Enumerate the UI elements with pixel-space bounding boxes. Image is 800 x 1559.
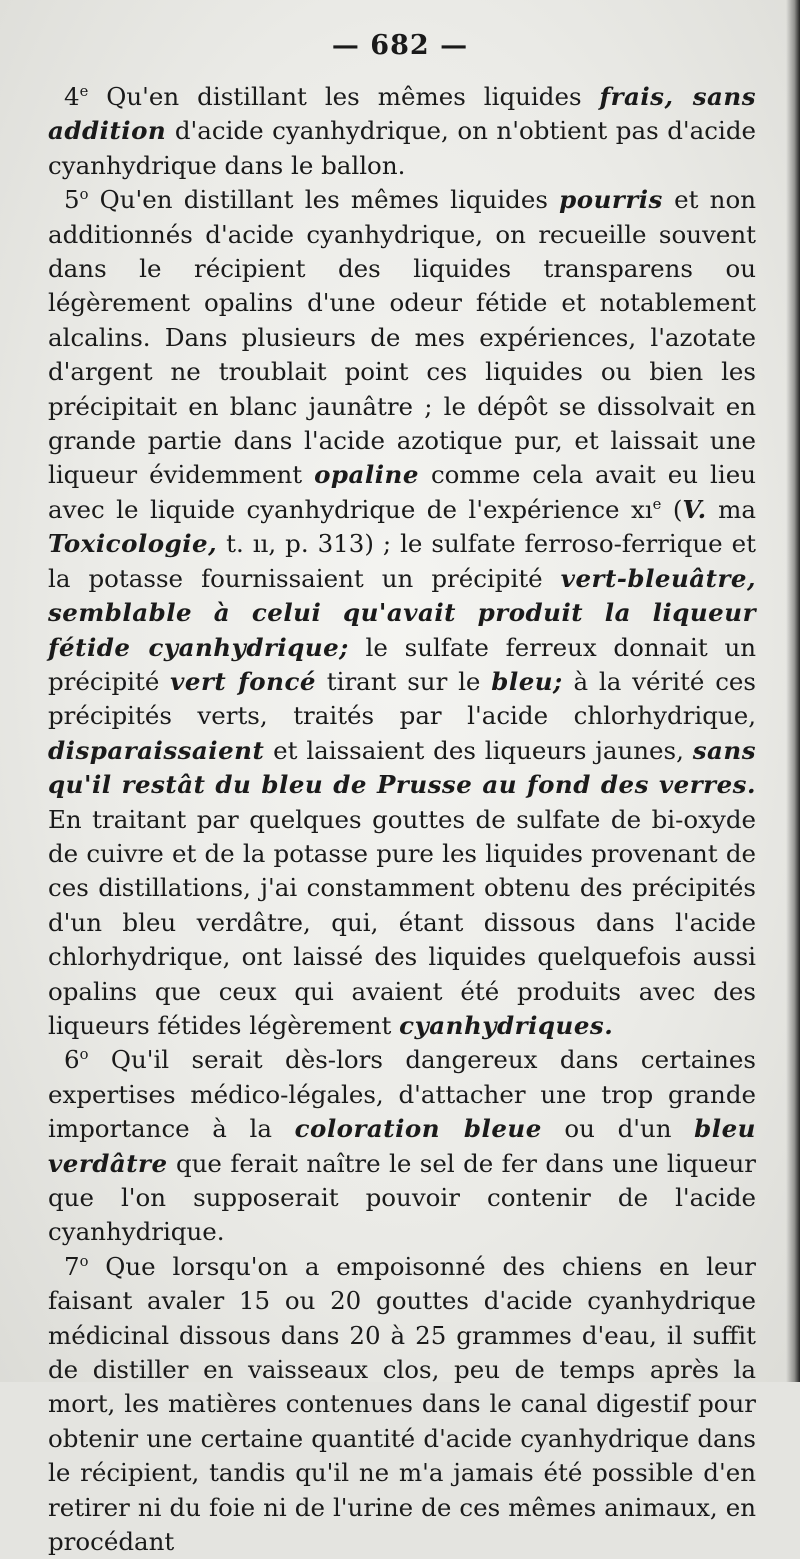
emphasis-run: opaline — [314, 460, 419, 490]
page-edge-shadow — [786, 0, 800, 1382]
text-run: t. ıı, p. 313) ; le sulfate ferroso-ferrique et la potasse fournissaient un précipité — [48, 529, 756, 593]
text-run: comme cela avait eu lieu avec le liquide cyanhydrique de l'expérience xı — [48, 460, 757, 524]
paragraph-number: 4 — [64, 82, 80, 111]
emphasis-run: coloration bleue — [294, 1114, 542, 1144]
ordinal-superscript: o — [79, 1046, 89, 1064]
text-run: Qu'il serait dès-lors dangereux dans certaines expertises médico-légales, d'attacher une trop grande importance à la — [48, 1045, 756, 1144]
emphasis-run: bleu; — [491, 666, 563, 696]
text-run: ma — [706, 494, 756, 524]
paragraph-number: 7 — [64, 1251, 80, 1281]
paragraph-4 — [48, 80, 756, 183]
ordinal-superscript: o — [79, 1253, 89, 1270]
text-run: à la vérité ces précipités verts, traités par l'acide chlorhydrique, — [48, 666, 756, 731]
ordinal-superscript: o — [79, 186, 89, 204]
emphasis-run: disparaissaient — [48, 735, 265, 765]
paragraph-7 — [48, 1250, 756, 1559]
text-run: ou d'un — [541, 1114, 695, 1144]
paragraph-number: 5 — [64, 185, 80, 215]
emphasis-run: cyanhydriques. — [399, 1010, 614, 1040]
emphasis-run: bleu verdâtre — [48, 1114, 756, 1178]
text-run: tirant sur le — [315, 666, 492, 696]
text-run: et non additionnés d'acide cyanhydrique, on recueille souvent dans le récipient des liquides transparens ou légèrement opalins d'une odeur fétide et notablement alcalins. Dans plusieurs de mes expériences, l'azotate d'argent ne troublait point ces liquides ou bien les précipitait en blanc jaunâtre ; le dépôt se dissolvait en grande partie dans l'acide azotique pur, et laissait une liqueur évidemment — [48, 185, 756, 490]
emphasis-run: Toxicologie, — [48, 529, 218, 559]
emphasis-run: V. — [682, 494, 707, 524]
emphasis-run: pourris — [559, 185, 663, 215]
emphasis-run: frais, sans addition — [48, 82, 756, 146]
text-run: d'acide cyanhydrique, on n'obtient pas d'acide cyanhydrique dans le ballon. — [48, 116, 756, 180]
text-run: que ferait naître le sel de fer dans une liqueur que l'on supposerait pouvoir contenir de l'acide cyanhydrique. — [48, 1148, 756, 1247]
paragraph-5 — [48, 183, 756, 1043]
page-number: — 682 — — [331, 30, 469, 61]
emphasis-run: sans qu'il restât du bleu de Prusse au fond des verres. — [48, 735, 756, 800]
paragraph-6 — [48, 1043, 756, 1249]
emphasis-run: vert foncé — [170, 666, 316, 696]
text-run: Qu'en distillant les mêmes liquides — [88, 82, 600, 111]
text-run: Qu'en distillant les mêmes liquides — [88, 185, 560, 215]
ordinal-superscript: e — [79, 83, 89, 101]
text-run: En traitant par quelques gouttes de sulfate de bi-oxyde de cuivre et de la potasse pure les liquides provenant de ces distillations, j'ai constamment obtenu des précipités d'un bleu verdâtre, qui, étant dissous dans l'acide chlorhydrique, ont laissé des liquides quelquefois aussi opalins que ceux qui avaient été produits avec des liqueurs fétides légèrement — [48, 804, 756, 1040]
text-run: ( — [661, 494, 683, 524]
page-body — [48, 80, 756, 1559]
text-run: le sulfate ferreux donnait un précipité — [48, 632, 757, 696]
ordinal-superscript: e — [652, 496, 662, 514]
emphasis-run: vert-bleuâtre, semblable à celui qu'avait produit la liqueur fétide cyanhydrique; — [48, 563, 756, 662]
text-run: et laissaient des liqueurs jaunes, — [264, 735, 693, 765]
text-run: Que lorsqu'on a empoisonné des chiens en leur faisant avaler 15 ou 20 gouttes d'acide cyanhydrique médicinal dissous dans 20 à 25 grammes d'eau, il suffit de distiller en vaisseaux clos, peu de temps après la mort, les matières contenues dans le canal digestif pour obtenir une certaine quantité d'acide cyanhydrique dans le récipient, tandis qu'il ne m'a jamais été possible d'en retirer ni du foie ni de l'urine de ces mêmes animaux, en procédant — [48, 1251, 756, 1557]
paragraph-number: 6 — [64, 1045, 80, 1075]
